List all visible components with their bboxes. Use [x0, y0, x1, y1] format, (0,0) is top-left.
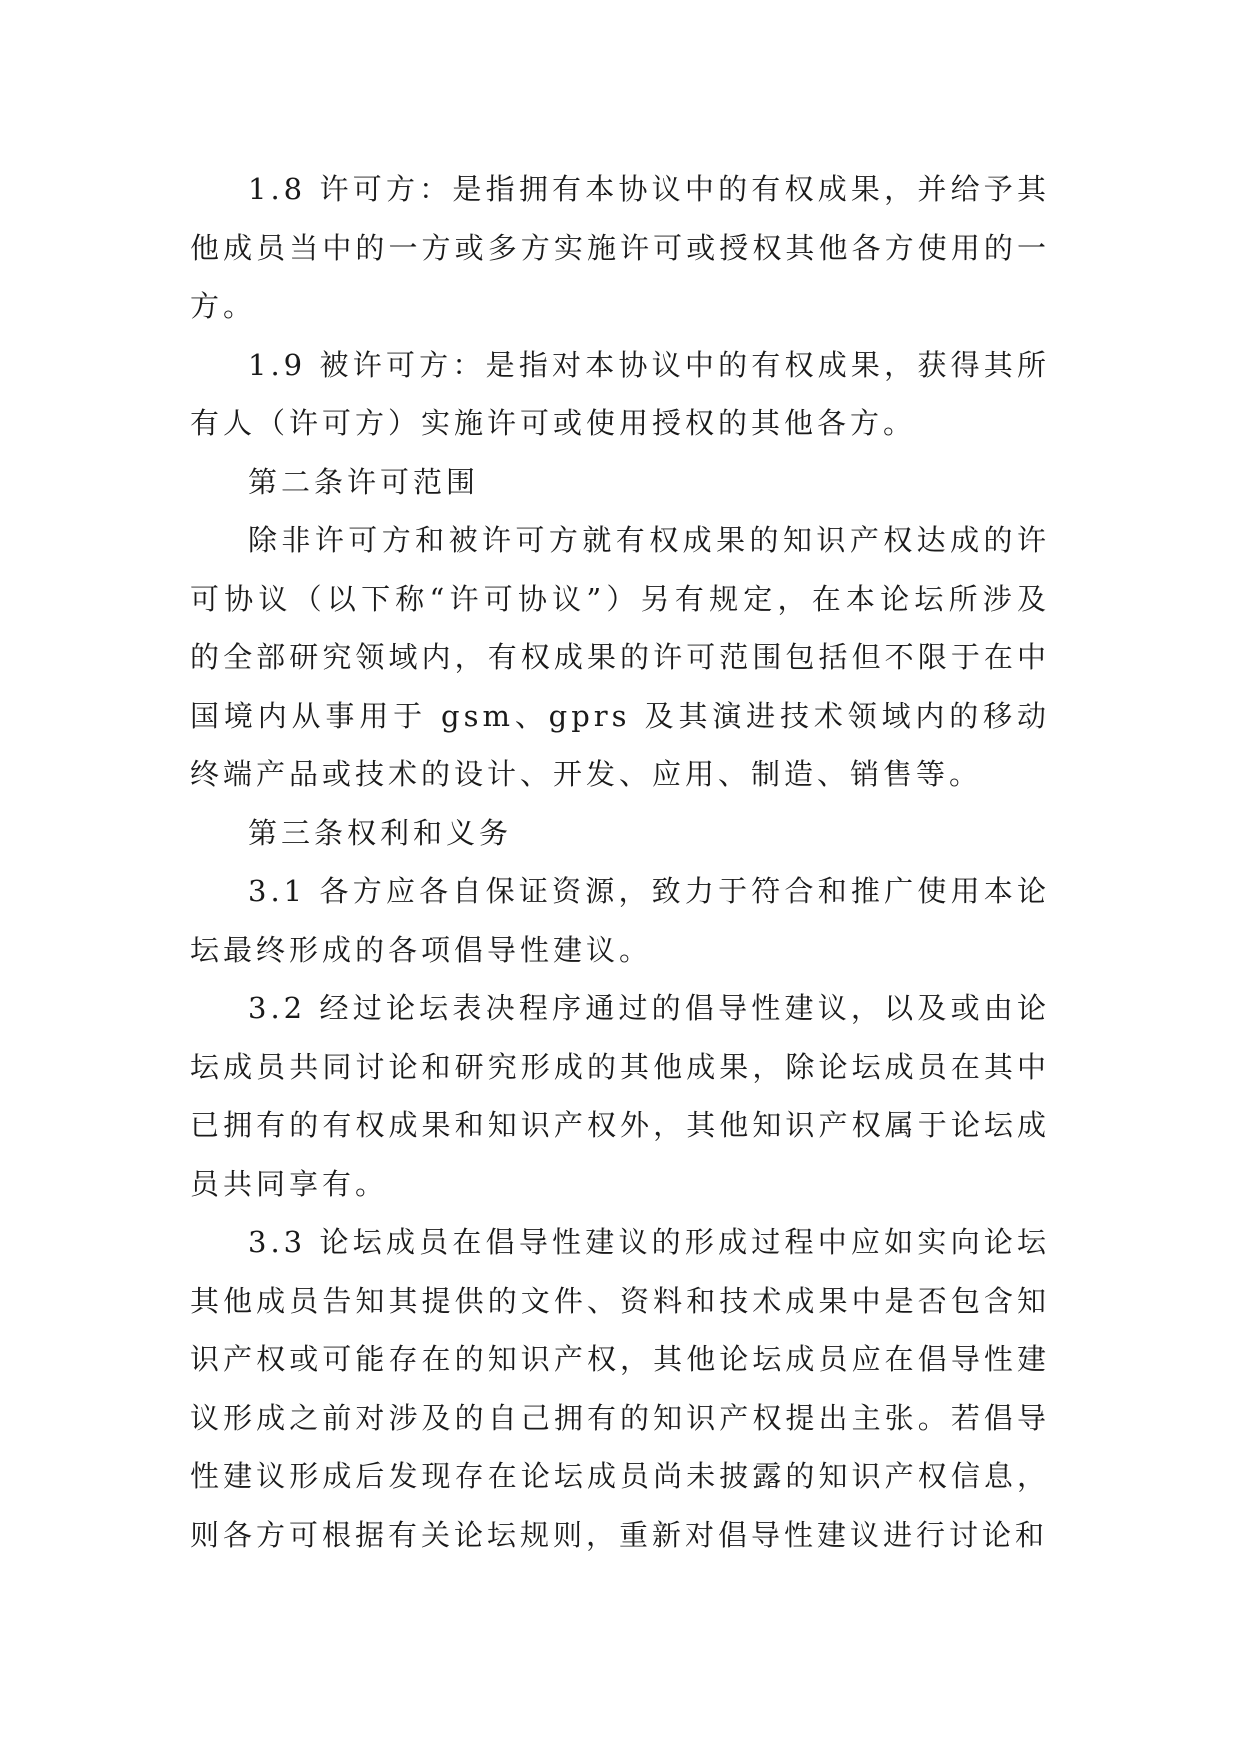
clause-3-3: 3.3 论坛成员在倡导性建议的形成过程中应如实向论坛其他成员告知其提供的文件、资料和技术成果中是否包含知识产权或可能存在的知识产权，其他论坛成员应在倡导性建议形成之前对涉及的自己拥有的知识产权提出主张。若倡导性建议形成后发现存在论坛成员尚未披露的知识产权信息，则各方可根据有关论坛规则，重新对倡导性建议进行讨论和	[190, 1225, 1050, 1552]
clause-3-1: 3.1 各方应各自保证资源，致力于符合和推广使用本论坛最终形成的各项倡导性建议。	[190, 874, 1050, 967]
article-2-heading: 第二条许可范围	[248, 464, 480, 499]
article-2-body: 除非许可方和被许可方就有权成果的知识产权达成的许可协议（以下称“许可协议”）另有规定，在本论坛所涉及的全部研究领域内，有权成果的许可范围包括但不限于在中国境内从事用于 gsm、gprs 及其演进技术领域内的移动终端产品或技术的设计、开发、应用、制造、销售等。	[190, 523, 1050, 791]
clause-1-9-licensee: 1.9 被许可方：是指对本协议中的有权成果，获得其所有人（许可方）实施许可或使用授权的其他各方。	[190, 347, 1050, 440]
article-3-heading: 第三条权利和义务	[248, 815, 513, 850]
clause-1-8-licensor: 1.8 许可方：是指拥有本协议中的有权成果，并给予其他成员当中的一方或多方实施许可或授权其他各方使用的一方。	[190, 172, 1050, 323]
document-page	[190, 160, 1050, 1564]
clause-3-2: 3.2 经过论坛表决程序通过的倡导性建议，以及或由论坛成员共同讨论和研究形成的其他成果，除论坛成员在其中已拥有的有权成果和知识产权外，其他知识产权属于论坛成员共同享有。	[190, 991, 1050, 1201]
